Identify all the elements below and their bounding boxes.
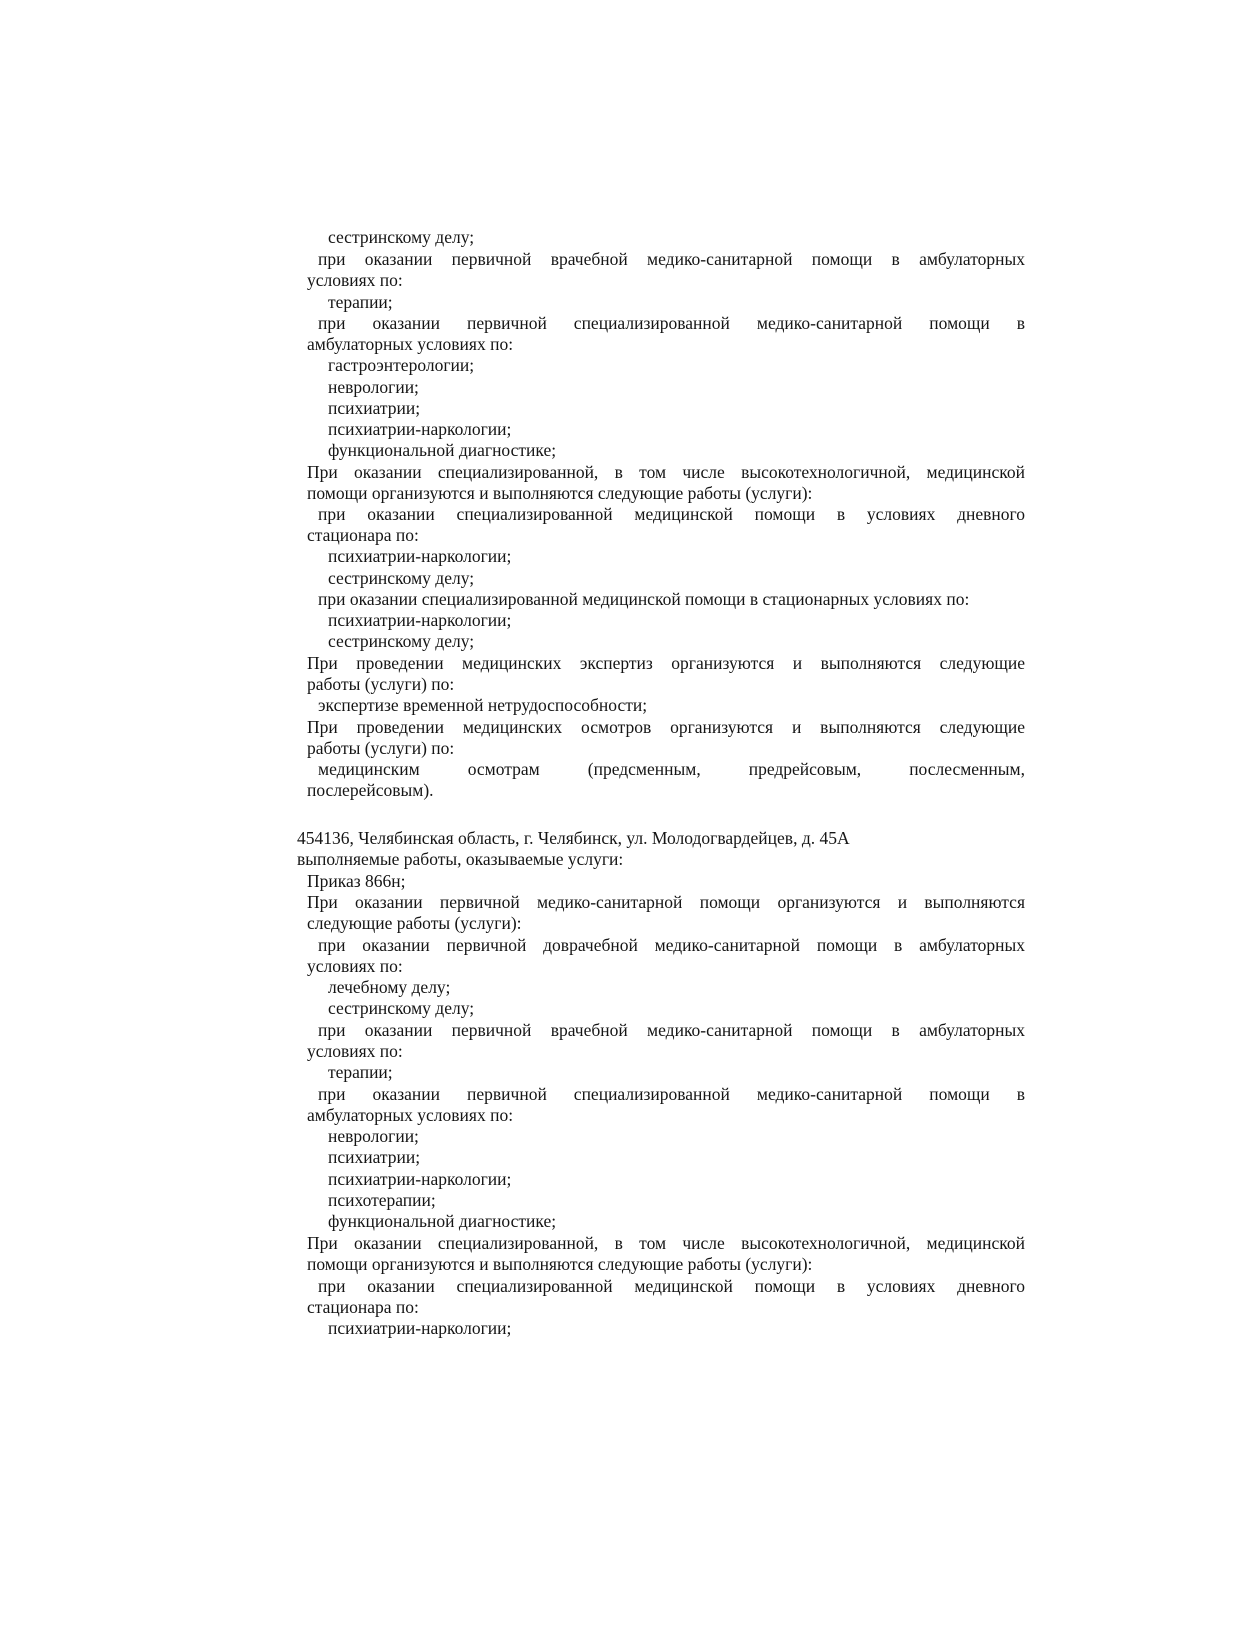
- text-line: амбулаторных условиях по:: [307, 334, 514, 354]
- list-item: психиатрии-наркологии;: [328, 1318, 512, 1338]
- text-line: При оказании специализированной, в том числе высокотехнологичной, медицинской: [307, 462, 1025, 482]
- text-line: при оказании первичной врачебной медико-санитарной помощи в амбулаторных: [318, 1020, 1025, 1040]
- services-header: выполняемые работы, оказываемые услуги:: [297, 849, 624, 869]
- list-item: неврологии;: [328, 1126, 419, 1146]
- text-line: следующие работы (услуги):: [307, 913, 522, 933]
- text-line: работы (услуги) по:: [307, 738, 455, 758]
- list-item: сестринскому делу;: [328, 998, 475, 1018]
- list-item: психиатрии;: [328, 398, 421, 418]
- text-line: медицинским осмотрам (предсменным, предрейсовым, послесменным,: [318, 759, 1025, 779]
- list-item: неврологии;: [328, 377, 419, 397]
- text-line: помощи организуются и выполняются следующие работы (услуги):: [307, 1254, 813, 1274]
- text-line: при оказании специализированной медицинской помощи в стационарных условиях по:: [318, 589, 970, 609]
- text-line: при оказании первичной специализированной медико-санитарной помощи в: [318, 1084, 1025, 1104]
- text-line: терапии;: [328, 292, 393, 312]
- list-item: лечебному делу;: [328, 977, 451, 997]
- text-line: При оказании первичной медико-санитарной помощи организуются и выполняются: [307, 892, 1025, 912]
- text-line: условиях по:: [307, 956, 403, 976]
- text-line: при оказании первичной специализированной медико-санитарной помощи в: [318, 313, 1025, 333]
- address-line: 454136, Челябинская область, г. Челябинск, ул. Молодогвардейцев, д. 45А: [297, 828, 850, 848]
- list-item: функциональной диагностике;: [328, 1211, 557, 1231]
- list-item: психиатрии-наркологии;: [328, 546, 512, 566]
- text-line: При проведении медицинских осмотров организуются и выполняются следующие: [307, 717, 1025, 737]
- list-item: психотерапии;: [328, 1190, 436, 1210]
- text-line: стационара по:: [307, 1297, 419, 1317]
- list-item: сестринскому делу;: [328, 568, 475, 588]
- text-line: при оказании специализированной медицинской помощи в условиях дневного: [318, 504, 1025, 524]
- text-line: условиях по:: [307, 270, 403, 290]
- text-line: помощи организуются и выполняются следующие работы (услуги):: [307, 483, 813, 503]
- text-line: работы (услуги) по:: [307, 674, 455, 694]
- text-line: стационара по:: [307, 525, 419, 545]
- text-line: При оказании специализированной, в том числе высокотехнологичной, медицинской: [307, 1233, 1025, 1253]
- list-item: функциональной диагностике;: [328, 440, 557, 460]
- text-line: при оказании первичной врачебной медико-санитарной помощи в амбулаторных: [318, 249, 1025, 269]
- text-line: послерейсовым).: [307, 780, 434, 800]
- text-line: сестринскому делу;: [328, 227, 475, 247]
- text-line: амбулаторных условиях по:: [307, 1105, 514, 1125]
- text-line: при оказании первичной доврачебной медико-санитарной помощи в амбулаторных: [318, 935, 1025, 955]
- list-item: психиатрии-наркологии;: [328, 1169, 512, 1189]
- text-line: Приказ 866н;: [307, 871, 406, 891]
- text-line: условиях по:: [307, 1041, 403, 1061]
- list-item: психиатрии;: [328, 1147, 421, 1167]
- list-item: психиатрии-наркологии;: [328, 419, 512, 439]
- list-item: гастроэнтерологии;: [328, 355, 475, 375]
- list-item: терапии;: [328, 1062, 393, 1082]
- list-item: психиатрии-наркологии;: [328, 610, 512, 630]
- list-item: сестринскому делу;: [328, 631, 475, 651]
- list-item: экспертизе временной нетрудоспособности;: [318, 695, 648, 715]
- text-line: При проведении медицинских экспертиз организуются и выполняются следующие: [307, 653, 1025, 673]
- text-line: при оказании специализированной медицинской помощи в условиях дневного: [318, 1276, 1025, 1296]
